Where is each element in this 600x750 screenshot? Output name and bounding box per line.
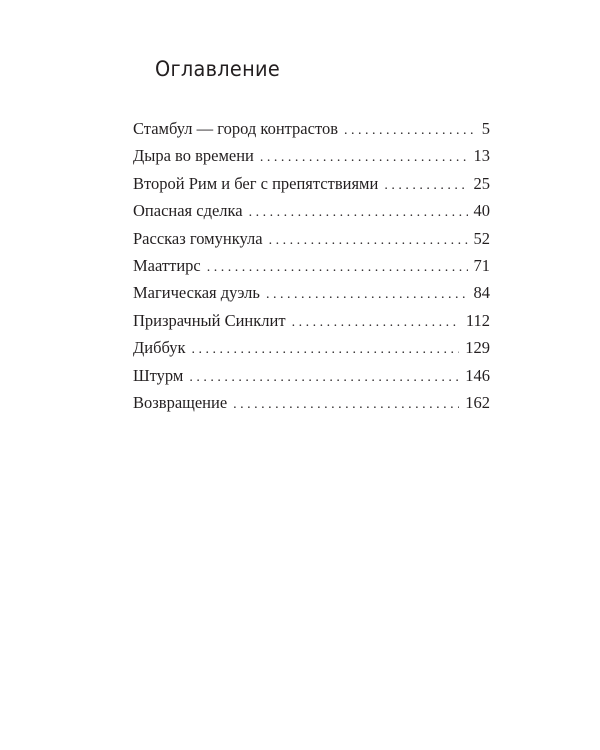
toc-entry-title: Рассказ гомункула [133, 228, 263, 248]
dot-leader [207, 254, 468, 281]
toc-entry [133, 389, 490, 416]
toc-page-number: 40 [473, 201, 490, 221]
toc-list [133, 115, 490, 416]
toc-entry-title: Диббук [133, 338, 186, 358]
toc-entry [133, 307, 490, 334]
toc-page-number: 112 [465, 310, 490, 330]
toc-entry-title: Возвращение [133, 392, 228, 412]
toc-entry [133, 252, 490, 279]
toc-entry-title: Мааттирс [133, 255, 201, 275]
dot-leader [189, 364, 459, 391]
dot-leader [192, 336, 460, 363]
toc-entry-title: Магическая дуэль [133, 283, 260, 303]
toc-entry [133, 279, 490, 306]
toc-page-number: 25 [473, 173, 490, 193]
toc-entry [133, 115, 490, 142]
toc-entry-title: Штурм [133, 365, 184, 385]
toc-page-number: 162 [465, 392, 490, 412]
dot-leader [249, 199, 468, 226]
toc-entry-title: Опасная сделка [133, 201, 243, 221]
toc-entry-title: Призрачный Синклит [133, 310, 286, 330]
dot-leader [266, 281, 468, 308]
toc-entry-title: Стамбул — город контрастов [133, 119, 338, 138]
toc-heading: Оглавление [155, 57, 281, 81]
toc-entry [133, 170, 490, 197]
toc-entry-title: Дыра во времени [133, 146, 254, 166]
toc-entry-title: Второй Рим и бег с препятствиями [133, 173, 379, 193]
dot-leader [269, 227, 468, 254]
toc-page-number: 5 [481, 119, 490, 138]
dot-leader [233, 391, 459, 418]
toc-entry [133, 142, 490, 169]
toc-entry [133, 225, 490, 252]
toc-entry [133, 362, 490, 389]
toc-page-number: 52 [473, 228, 490, 248]
toc-page-number: 84 [473, 283, 490, 303]
toc-page-number: 13 [473, 146, 490, 166]
toc-page-number: 129 [465, 338, 490, 358]
dot-leader [292, 309, 460, 336]
toc-page-number: 146 [465, 365, 490, 385]
dot-leader [344, 117, 476, 144]
toc-entry [133, 334, 490, 361]
dot-leader [384, 172, 467, 199]
dot-leader [260, 144, 468, 171]
toc-page-number: 71 [473, 255, 490, 275]
toc-entry [133, 197, 490, 224]
